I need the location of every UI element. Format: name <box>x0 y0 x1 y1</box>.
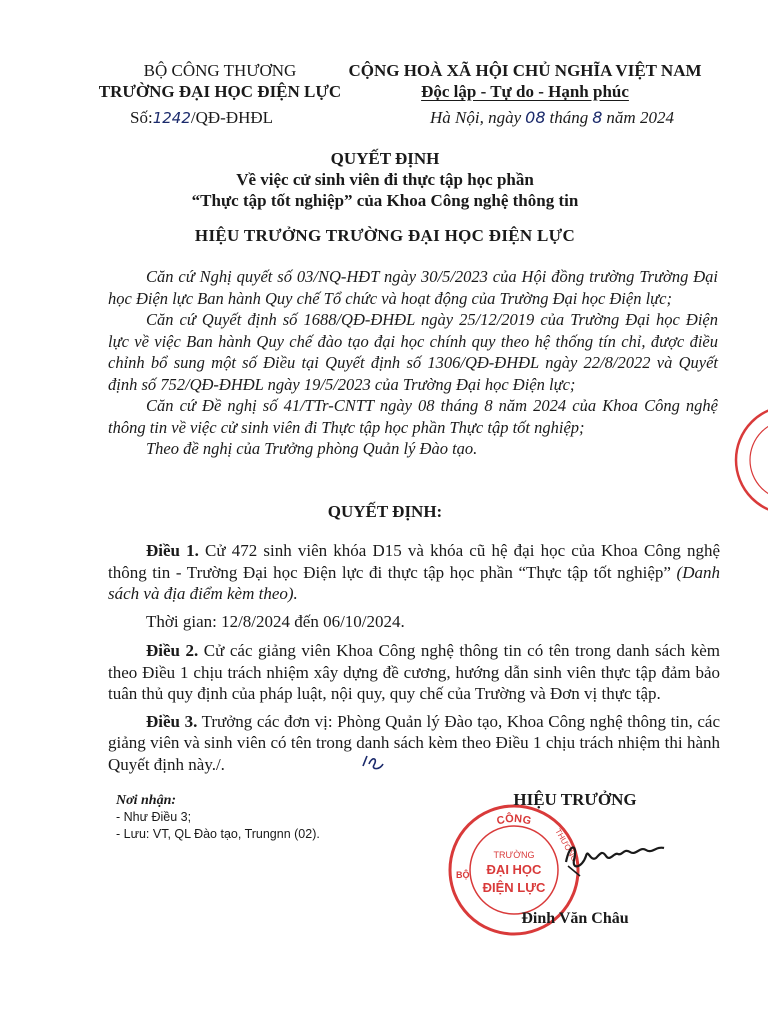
document-number: Số:1242/QĐ-ĐHĐL <box>130 108 274 127</box>
basis-paragraph: Căn cứ Nghị quyết số 03/NQ-HĐT ngày 30/5/2023 của Hội đồng trường Trường Đại học Điện lực Ban hành Quy chế Tổ chức và hoạt động của Trường Đại học Điện lực; <box>108 267 718 308</box>
svg-text:CÔNG: CÔNG <box>495 812 533 828</box>
handwritten-signature <box>560 832 670 882</box>
article-2: Điều 2. Cử các giảng viên Khoa Công nghệ thông tin có tên trong danh sách kèm theo Điều 1 chịu trách nhiệm xây dựng đề cương, hướng dẫn sinh viên thực tập đảm bảo tuân thủ quy định của pháp luật, nội quy, quy chế của Trường và Đơn vị thực tập. <box>108 641 720 703</box>
country-name: CỘNG HOÀ XÃ HỘI CHỦ NGHĨA VIỆT NAM <box>348 61 702 80</box>
principal-line: HIỆU TRƯỞNG TRƯỜNG ĐẠI HỌC ĐIỆN LỰC <box>194 226 576 245</box>
basis-paragraph: Căn cứ Quyết định số 1688/QĐ-ĐHĐL ngày 25/12/2019 của Trường Đại học Điện lực về việc Ban hành Quy chế đào tạo đại học chính quy theo hệ thống tín chỉ, được điều chỉnh bổ sung một số Điều tại Quyết định số 1306/QĐ-ĐHĐL ngày 22/8/2022 và Quyết định số 752/QĐ-ĐHĐL ngày 19/5/2023 của Trường Đại học Điện lực; <box>108 310 718 394</box>
svg-text:ĐIỆN LỰC: ĐIỆN LỰC <box>482 880 546 895</box>
decision-heading: QUYẾT ĐỊNH <box>330 149 440 168</box>
svg-text:ĐẠI HỌC: ĐẠI HỌC <box>486 862 542 877</box>
basis-paragraph: Theo đề nghị của Trưởng phòng Quản lý Đào tạo. <box>146 439 478 458</box>
handwritten-initial-mark <box>360 752 386 774</box>
article-1: Điều 1. Cử 472 sinh viên khóa D15 và khóa cũ hệ đại học của Khoa Công nghệ thông tin - Trường Đại học Điện lực đi thực tập học phần “Thực tập tốt nghiệp” (Danh sách và địa điểm kèm theo). <box>108 541 721 603</box>
national-motto-block <box>320 60 730 102</box>
decision-title <box>60 148 710 211</box>
signatory-name: Đinh Văn Châu <box>521 910 629 927</box>
motto: Độc lập - Tự do - Hạnh phúc <box>421 82 629 101</box>
handwritten-number: 1242 <box>152 109 191 127</box>
handwritten-month: 8 <box>592 108 603 127</box>
basis-paragraph: Căn cứ Đề nghị số 41/TTr-CNTT ngày 08 tháng 8 năm 2024 của Khoa Công nghệ thông tin về việc cử sinh viên đi Thực tập học phần Thực tập tốt nghiệp; <box>108 396 718 437</box>
decision-subject-line2: “Thực tập tốt nghiệp” của Khoa Công nghệ thông tin <box>191 191 579 210</box>
university-name: TRƯỜNG ĐẠI HỌC ĐIỆN LỰC <box>98 82 342 101</box>
recipient-item: - Như Điều 3; <box>116 810 192 824</box>
ministry-name: BỘ CÔNG THƯƠNG <box>143 61 297 80</box>
legal-basis <box>108 266 718 460</box>
recipient-item: - Lưu: VT, QL Đào tạo, Trungnn (02). <box>116 827 320 841</box>
internship-period: Thời gian: 12/8/2024 đến 06/10/2024. <box>146 611 405 631</box>
decision-subject-line1: Về việc cử sinh viên đi thực tập học phần <box>236 170 534 189</box>
signatory-title: HIỆU TRƯỞNG <box>513 790 637 809</box>
articles <box>108 540 720 781</box>
recipients <box>116 792 320 843</box>
recipients-label: Nơi nhận: <box>116 793 177 808</box>
svg-text:TRƯỜNG: TRƯỜNG <box>493 850 535 860</box>
svg-text:THƯƠNG: THƯƠNG <box>553 827 580 864</box>
svg-text:BỘ: BỘ <box>456 870 470 880</box>
decision-heading-2: QUYẾT ĐỊNH: <box>327 502 443 521</box>
handwritten-day: 08 <box>525 108 546 127</box>
issue-date: Hà Nội, ngày 08 tháng 8 năm 2024 <box>430 108 674 127</box>
article-3: Điều 3. Trưởng các đơn vị: Phòng Quản lý Đào tạo, Khoa Công nghệ thông tin, các giảng viên và sinh viên có tên trong danh sách kèm theo Điều 1 chịu trách nhiệm thi hành Quyết định này./. <box>108 711 720 774</box>
partial-seal-edge <box>728 400 768 520</box>
